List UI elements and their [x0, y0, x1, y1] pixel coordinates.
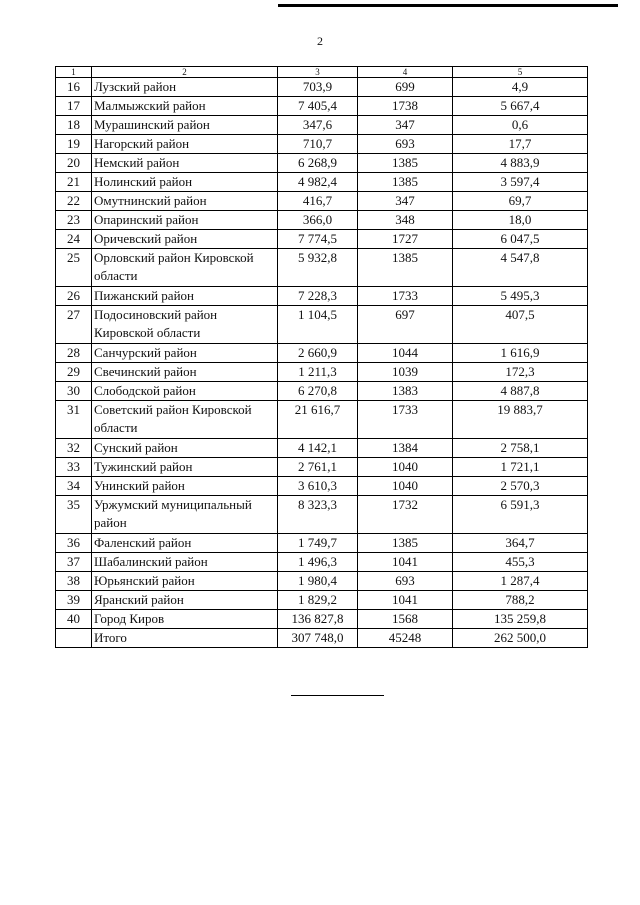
table-row	[56, 477, 588, 496]
row-col-3: 3 610,3	[278, 477, 358, 496]
table-row	[56, 230, 588, 249]
table-row	[56, 629, 588, 648]
table-row	[56, 287, 588, 306]
row-col-5: 4 547,8	[453, 249, 588, 287]
row-name: Яранский район	[92, 591, 278, 610]
row-col-4: 347	[358, 116, 453, 135]
row-col-3: 1 749,7	[278, 534, 358, 553]
row-col-5: 17,7	[453, 135, 588, 154]
row-number: 16	[56, 78, 92, 97]
row-col-4: 1733	[358, 401, 453, 439]
row-name: Нагорский район	[92, 135, 278, 154]
row-col-5: 3 597,4	[453, 173, 588, 192]
row-col-5: 455,3	[453, 553, 588, 572]
row-col-5: 2 758,1	[453, 439, 588, 458]
row-col-3: 1 104,5	[278, 306, 358, 344]
row-col-4: 1383	[358, 382, 453, 401]
data-table	[55, 66, 588, 648]
row-number: 18	[56, 116, 92, 135]
table-row	[56, 154, 588, 173]
row-name: Фаленский район	[92, 534, 278, 553]
row-col-3: 8 323,3	[278, 496, 358, 534]
page-number: 2	[317, 34, 323, 48]
row-name: Юрьянский район	[92, 572, 278, 591]
row-col-3: 307 748,0	[278, 629, 358, 648]
row-col-3: 7 405,4	[278, 97, 358, 116]
row-name: Мурашинский район	[92, 116, 278, 135]
row-col-5: 262 500,0	[453, 629, 588, 648]
row-name: Орловский район Кировской области	[92, 249, 278, 287]
table-row	[56, 135, 588, 154]
row-number: 37	[56, 553, 92, 572]
row-name: Санчурский район	[92, 344, 278, 363]
table-row	[56, 192, 588, 211]
table-row	[56, 572, 588, 591]
row-number: 19	[56, 135, 92, 154]
table-row	[56, 382, 588, 401]
row-col-5: 1 287,4	[453, 572, 588, 591]
row-col-3: 2 761,1	[278, 458, 358, 477]
row-name: Город Киров	[92, 610, 278, 629]
row-col-5: 135 259,8	[453, 610, 588, 629]
table-row	[56, 306, 588, 344]
row-col-4: 348	[358, 211, 453, 230]
row-number: 20	[56, 154, 92, 173]
row-col-3: 416,7	[278, 192, 358, 211]
row-number: 29	[56, 363, 92, 382]
row-col-4: 699	[358, 78, 453, 97]
row-col-5: 5 495,3	[453, 287, 588, 306]
row-col-4: 1040	[358, 458, 453, 477]
top-rule	[278, 4, 618, 7]
row-name: Слободской район	[92, 382, 278, 401]
table-row	[56, 591, 588, 610]
row-col-5: 5 667,4	[453, 97, 588, 116]
row-col-5: 1 721,1	[453, 458, 588, 477]
bottom-rule	[291, 695, 384, 696]
row-col-4: 45248	[358, 629, 453, 648]
table-row	[56, 173, 588, 192]
row-col-5: 364,7	[453, 534, 588, 553]
row-name: Пижанский район	[92, 287, 278, 306]
row-number: 30	[56, 382, 92, 401]
row-col-4: 1044	[358, 344, 453, 363]
row-col-5: 4 887,8	[453, 382, 588, 401]
row-name: Опаринский район	[92, 211, 278, 230]
row-number: 38	[56, 572, 92, 591]
row-number: 24	[56, 230, 92, 249]
header-col-2: 2	[92, 67, 278, 78]
row-col-5: 0,6	[453, 116, 588, 135]
row-col-4: 697	[358, 306, 453, 344]
row-number: 21	[56, 173, 92, 192]
table-row	[56, 78, 588, 97]
row-col-3: 710,7	[278, 135, 358, 154]
row-name: Сунский район	[92, 439, 278, 458]
row-name: Уржумский муниципальный район	[92, 496, 278, 534]
row-col-3: 6 268,9	[278, 154, 358, 173]
row-col-5: 4,9	[453, 78, 588, 97]
row-col-3: 1 496,3	[278, 553, 358, 572]
row-col-4: 1732	[358, 496, 453, 534]
row-col-3: 5 932,8	[278, 249, 358, 287]
row-number: 23	[56, 211, 92, 230]
row-number: 34	[56, 477, 92, 496]
row-col-5: 6 047,5	[453, 230, 588, 249]
header-col-3: 3	[278, 67, 358, 78]
row-col-5: 788,2	[453, 591, 588, 610]
table-row	[56, 610, 588, 629]
row-number: 28	[56, 344, 92, 363]
table-row	[56, 401, 588, 439]
row-number: 33	[56, 458, 92, 477]
row-col-4: 1738	[358, 97, 453, 116]
row-name: Малмыжский район	[92, 97, 278, 116]
row-col-5: 19 883,7	[453, 401, 588, 439]
row-number: 35	[56, 496, 92, 534]
row-col-4: 1384	[358, 439, 453, 458]
table-row	[56, 496, 588, 534]
table-row	[56, 534, 588, 553]
row-col-3: 347,6	[278, 116, 358, 135]
row-number: 32	[56, 439, 92, 458]
row-col-4: 1385	[358, 534, 453, 553]
row-number: 40	[56, 610, 92, 629]
row-col-5: 407,5	[453, 306, 588, 344]
table-row	[56, 116, 588, 135]
row-col-4: 1727	[358, 230, 453, 249]
row-col-5: 6 591,3	[453, 496, 588, 534]
row-name: Нолинский район	[92, 173, 278, 192]
row-col-3: 366,0	[278, 211, 358, 230]
row-number: 17	[56, 97, 92, 116]
table-header-row	[56, 67, 588, 78]
row-col-3: 703,9	[278, 78, 358, 97]
table-row	[56, 458, 588, 477]
row-col-4: 1733	[358, 287, 453, 306]
row-col-3: 2 660,9	[278, 344, 358, 363]
row-name: Омутнинский район	[92, 192, 278, 211]
row-col-5: 4 883,9	[453, 154, 588, 173]
row-number: 31	[56, 401, 92, 439]
row-col-3: 136 827,8	[278, 610, 358, 629]
row-col-3: 1 980,4	[278, 572, 358, 591]
row-number: 39	[56, 591, 92, 610]
header-col-5: 5	[453, 67, 588, 78]
row-col-4: 693	[358, 135, 453, 154]
row-number	[56, 629, 92, 648]
row-name: Оричевский район	[92, 230, 278, 249]
row-col-5: 18,0	[453, 211, 588, 230]
row-col-4: 1041	[358, 553, 453, 572]
row-col-5: 1 616,9	[453, 344, 588, 363]
row-col-4: 1041	[358, 591, 453, 610]
row-col-4: 1385	[358, 173, 453, 192]
row-col-3: 4 142,1	[278, 439, 358, 458]
row-col-4: 1385	[358, 249, 453, 287]
row-col-3: 21 616,7	[278, 401, 358, 439]
header-col-4: 4	[358, 67, 453, 78]
table-row	[56, 363, 588, 382]
row-col-4: 1568	[358, 610, 453, 629]
row-col-4: 1385	[358, 154, 453, 173]
table-row	[56, 249, 588, 287]
row-name: Свечинский район	[92, 363, 278, 382]
row-col-4: 1039	[358, 363, 453, 382]
row-col-3: 7 774,5	[278, 230, 358, 249]
row-name: Тужинский район	[92, 458, 278, 477]
row-col-5: 69,7	[453, 192, 588, 211]
table-row	[56, 439, 588, 458]
table-row	[56, 97, 588, 116]
row-col-3: 7 228,3	[278, 287, 358, 306]
row-name: Лузский район	[92, 78, 278, 97]
header-col-1: 1	[56, 67, 92, 78]
row-col-3: 4 982,4	[278, 173, 358, 192]
row-number: 36	[56, 534, 92, 553]
row-number: 26	[56, 287, 92, 306]
row-number: 22	[56, 192, 92, 211]
table-row	[56, 344, 588, 363]
row-col-5: 2 570,3	[453, 477, 588, 496]
row-name: Советский район Кировской области	[92, 401, 278, 439]
row-name: Шабалинский район	[92, 553, 278, 572]
row-name: Итого	[92, 629, 278, 648]
row-col-4: 693	[358, 572, 453, 591]
row-col-3: 1 211,3	[278, 363, 358, 382]
row-col-3: 6 270,8	[278, 382, 358, 401]
row-name: Унинский район	[92, 477, 278, 496]
row-number: 25	[56, 249, 92, 287]
row-col-5: 172,3	[453, 363, 588, 382]
row-name: Подосиновский район Кировской области	[92, 306, 278, 344]
table-row	[56, 553, 588, 572]
row-col-3: 1 829,2	[278, 591, 358, 610]
row-number: 27	[56, 306, 92, 344]
row-col-4: 347	[358, 192, 453, 211]
row-col-4: 1040	[358, 477, 453, 496]
table-row	[56, 211, 588, 230]
row-name: Немский район	[92, 154, 278, 173]
